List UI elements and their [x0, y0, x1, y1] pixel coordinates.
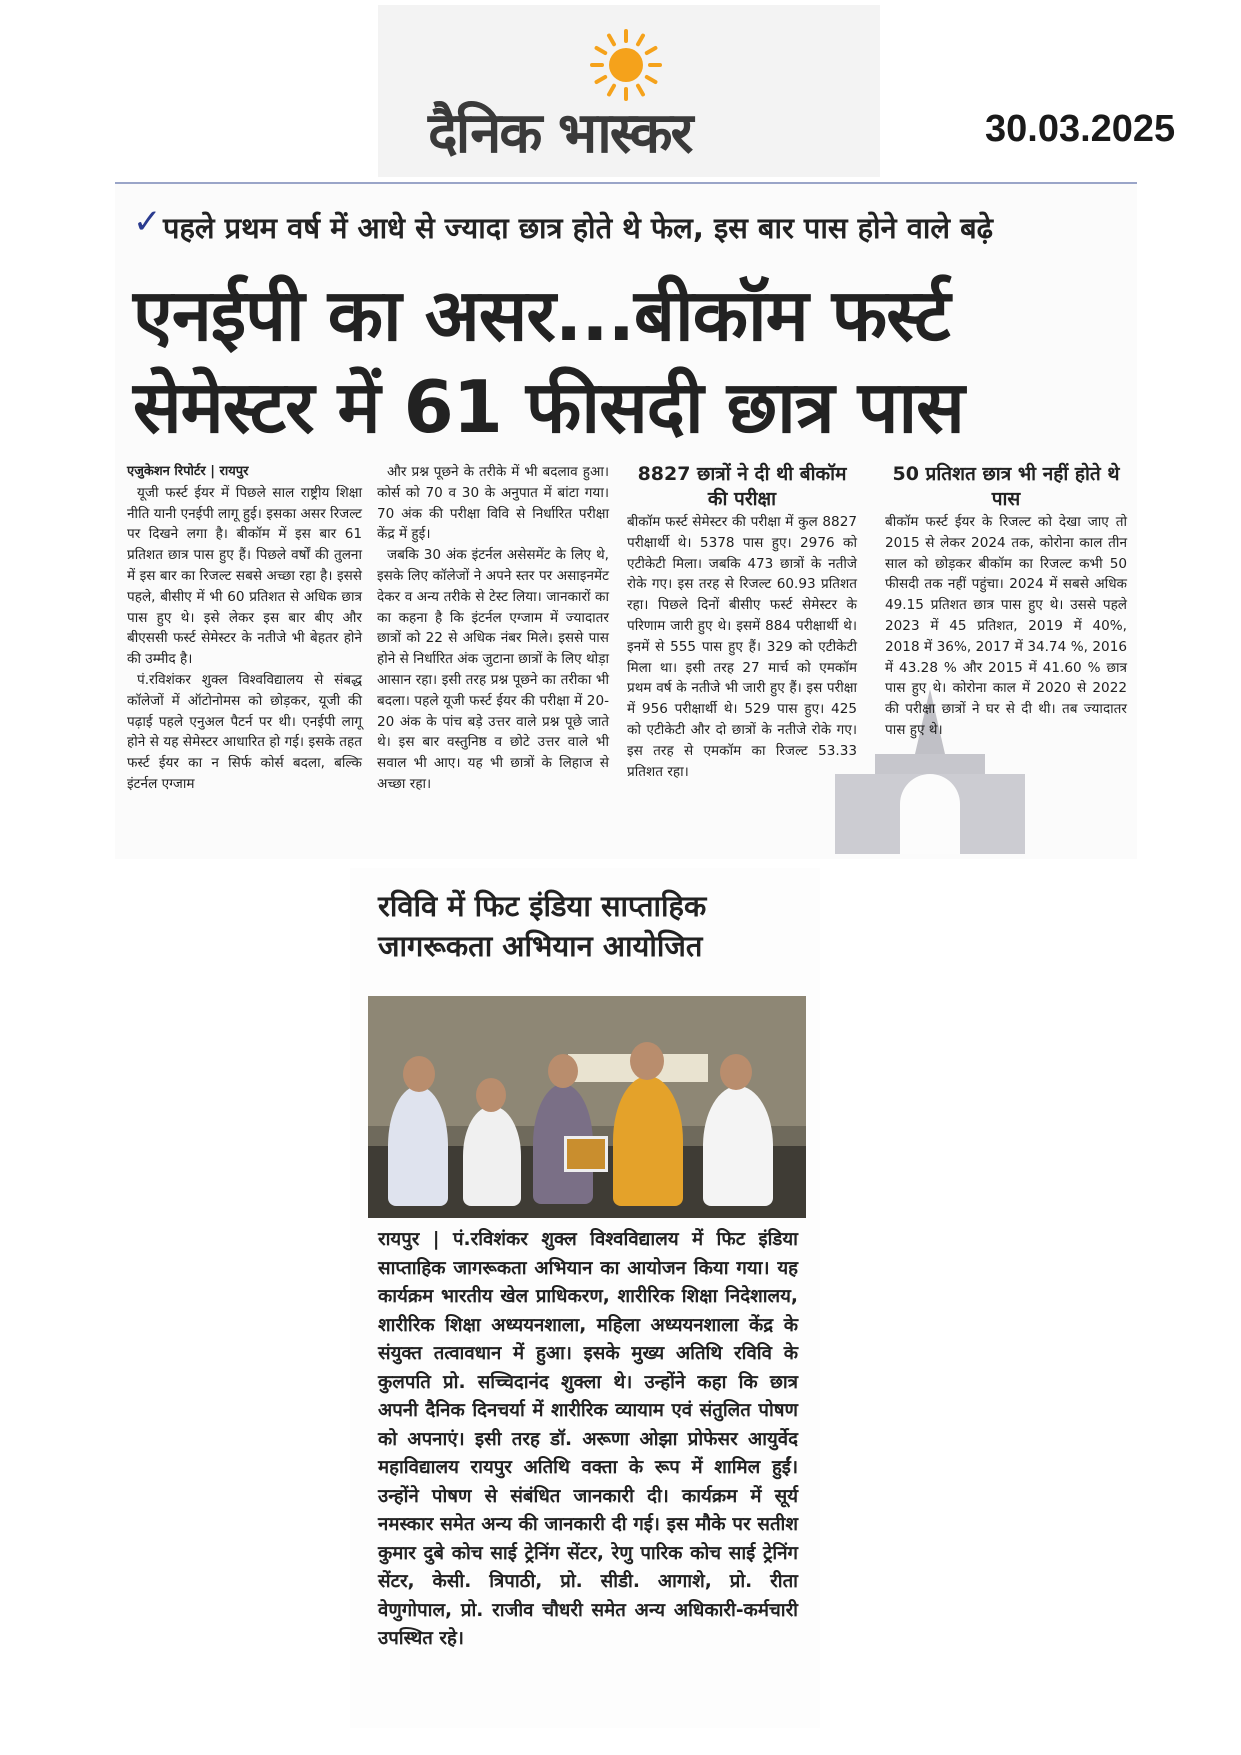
article-column-1 [127, 462, 362, 795]
person-head [630, 1042, 664, 1080]
article-headline [133, 269, 1123, 453]
article-column-2 [377, 462, 609, 795]
publication-date: 30.03.2025 [985, 108, 1176, 150]
check-mark-icon: ✓ [133, 202, 162, 242]
article-column-3 [627, 462, 857, 782]
masthead [378, 5, 880, 177]
headline-line-2: जागरूकता अभियान आयोजित [378, 929, 703, 963]
headline-line-2: सेमेस्टर में 61 फीसदी छात्र पास [133, 365, 964, 449]
person-figure [463, 1106, 521, 1206]
headline-line-1: रविवि में फिट इंडिया साप्ताहिक [378, 889, 707, 923]
person-head [720, 1054, 752, 1090]
headline-line-1: एनईपी का असर...बीकॉम फर्स्ट [133, 273, 950, 357]
paragraph: बीकॉम फर्स्ट ईयर के रिजल्ट को देखा जाए तो 2015 से लेकर 2024 तक, कोरोना काल तीन साल को छोड़कर बीकॉम का रिजल्ट कभी 50 फीसदी तक नहीं पहुंचा। 2024 में सबसे अधिक 49.15 प्रतिशत छात्र पास हुए थे। उससे पहले 2023 में 45 प्रतिशत, 2019 में 40%, 2018 में 36%, 2017 में 34.74 %, 2016 में 43.28 % और 2015 में 41.60 % छात्र पास हुए थे। कोरोना काल में 2020 से 2022 की परीक्षा छात्रों ने घर से दी थी। तब ज्यादातर पास हुए थे। [885, 514, 1127, 738]
person-figure [613, 1076, 683, 1206]
newspaper-logo: दैनिक भास्कर [428, 101, 692, 166]
paragraph: रायपुर | पं.रविशंकर शुक्ल विश्वविद्यालय में फिट इंडिया साप्ताहिक जागरूकता अभियान का आयोजन किया गया। यह कार्यक्रम भारतीय खेल प्राधिकरण, शारीरिक शिक्षा निदेशालय, शारीरिक शिक्षा अध्ययनशाला, महिला अध्ययनशाला केंद्र के संयुक्त तत्वावधान में हुआ। इसके मुख्य अतिथि रविवि के कुलपति प्रो. सच्चिदानंद शुक्ला थे। उन्होंने कहा कि छात्र अपनी दैनिक दिनचर्या में शारीरिक व्यायाम एवं संतुलित पोषण को अपनाएं। इसी तरह डॉ. अरूणा ओझा प्रोफेसर आयुर्वेद महाविद्यालय रायपुर अतिथि वक्ता के रूप में शामिल हुईं। उन्होंने पोषण से संबंधित जानकारी दी। कार्यक्रम में सूर्य नमस्कार समेत अन्य की जानकारी दी गई। इस मौके पर सतीश कुमार दुबे कोच साई ट्रेनिंग सेंटर, रेणु पारिक कोच साई ट्रेनिंग सेंटर, केसी. त्रिपाठी, प्रो. सीडी. आगाशे, प्रो. रीता वेणुगोपाल, प्रो. राजीव चौधरी समेत अन्य अधिकारी-कर्मचारी उपस्थित रहे। [378, 1229, 798, 1649]
person-figure [388, 1086, 448, 1206]
memento-plaque [564, 1136, 608, 1172]
byline: एजुकेशन रिपोर्टर | रायपुर [127, 464, 249, 479]
paragraph: जबकि 30 अंक इंटर्नल असेसमेंट के लिए थे, इसके लिए कॉलेजों ने अपने स्तर पर असाइनमेंट देकर व अन्य तरीके से टेस्ट लिया। जानकारों का का कहना है कि इंटर्नल एग्जाम में ज्यादातर छात्रों को 22 से अधिक नंबर मिले। इससे पास होने से निर्धारित अंक जुटाना छात्रों के लिए थोड़ा आसान रहा। इसी तरह प्रश्न पूछने का तरीका भी बदला। पहले यूजी फर्स्ट ईयर की परीक्षा में 20-20 अंक के पांच बड़े उत्तर वाले प्रश्न पूछे जाते थे। इस बार वस्तुनिष्ठ व छोटे उत्तर वाले भी सवाल भी आए। यह भी छात्रों के लिहाज से अच्छा रहा। [377, 547, 609, 792]
subheading: 50 प्रतिशत छात्र भी नहीं होते थे पास [892, 463, 1120, 510]
paragraph: पं.रविशंकर शुक्ल विश्वविद्यालय से संबद्ध कॉलेजों में ऑटोनोमस को छोड़कर, यूजी की पढ़ाई पहले एनुअल पैटर्न पर थी। एनईपी लागू होने से यह सेमेस्टर आधारित हो गई। इसके तहत फर्स्ट ईयर का न सिर्फ कोर्स बदला, बल्कि इंटर्नल एग्जाम [127, 671, 362, 792]
paragraph: और प्रश्न पूछने के तरीके में भी बदलाव हुआ। कोर्स को 70 व 30 के अनुपात में बांटा गया। 70 अंक की परीक्षा विवि से निर्धारित परीक्षा केंद्र में हुई। [377, 464, 609, 543]
person-figure [703, 1086, 773, 1206]
sun-logo-icon [588, 27, 664, 103]
article-nep-result [115, 182, 1137, 859]
article-kicker: पहले प्रथम वर्ष में आधे से ज्यादा छात्र होते थे फेल, इस बार पास होने वाले बढ़े [163, 211, 993, 245]
person-head [403, 1056, 435, 1092]
article-body [378, 1226, 798, 1654]
article-column-4 [885, 462, 1127, 741]
article-headline [378, 886, 808, 966]
person-head [476, 1078, 506, 1112]
event-photo [368, 996, 806, 1218]
person-head [548, 1054, 578, 1088]
paragraph: बीकॉम फर्स्ट सेमेस्टर की परीक्षा में कुल 8827 परीक्षार्थी थे। 5378 पास हुए। 2976 को एटीकेटी मिला। जबकि 473 छात्रों के नतीजे रोके गए। इस तरह से रिजल्ट 60.93 प्रतिशत रहा। पिछले दिनों बीसीए फर्स्ट सेमेस्टर के परिणाम जारी हुए थे। इसमें 884 परीक्षार्थी थे। इनमें से 555 पास हुए हैं। 329 को एटीकेटी मिला था। इसी तरह 27 मार्च को एमकॉम प्रथम वर्ष के नतीजे भी जारी हुए हैं। इस परीक्षा में 956 परीक्षार्थी थे। 529 पास हुए। 425 को एटीकेटी और दो छात्रों के नतीजे रोके गए। इस तरह से एमकॉम का रिजल्ट 53.33 प्रतिशत रहा। [627, 514, 857, 780]
article-fit-india [350, 868, 820, 1728]
subheading: 8827 छात्रों ने दी थी बीकॉम की परीक्षा [637, 463, 847, 510]
paragraph: यूजी फर्स्ट ईयर में पिछले साल राष्ट्रीय शिक्षा नीति यानी एनईपी लागू हुई। इसका असर रिजल्ट पर दिखने लगा है। बीकॉम में इस बार 61 प्रतिशत छात्र पास हुए हैं। पिछले वर्षों की तुलना में इस बार का रिजल्ट सबसे अच्छा रहा है। इससे पहले, बीसीए में भी 60 प्रतिशत से अधिक छात्र पास हुए थे। इसे लेकर इस बार बीए और बीएससी फर्स्ट सेमेस्टर के नतीजे भी बेहतर होने की उम्मीद है। [127, 484, 362, 668]
